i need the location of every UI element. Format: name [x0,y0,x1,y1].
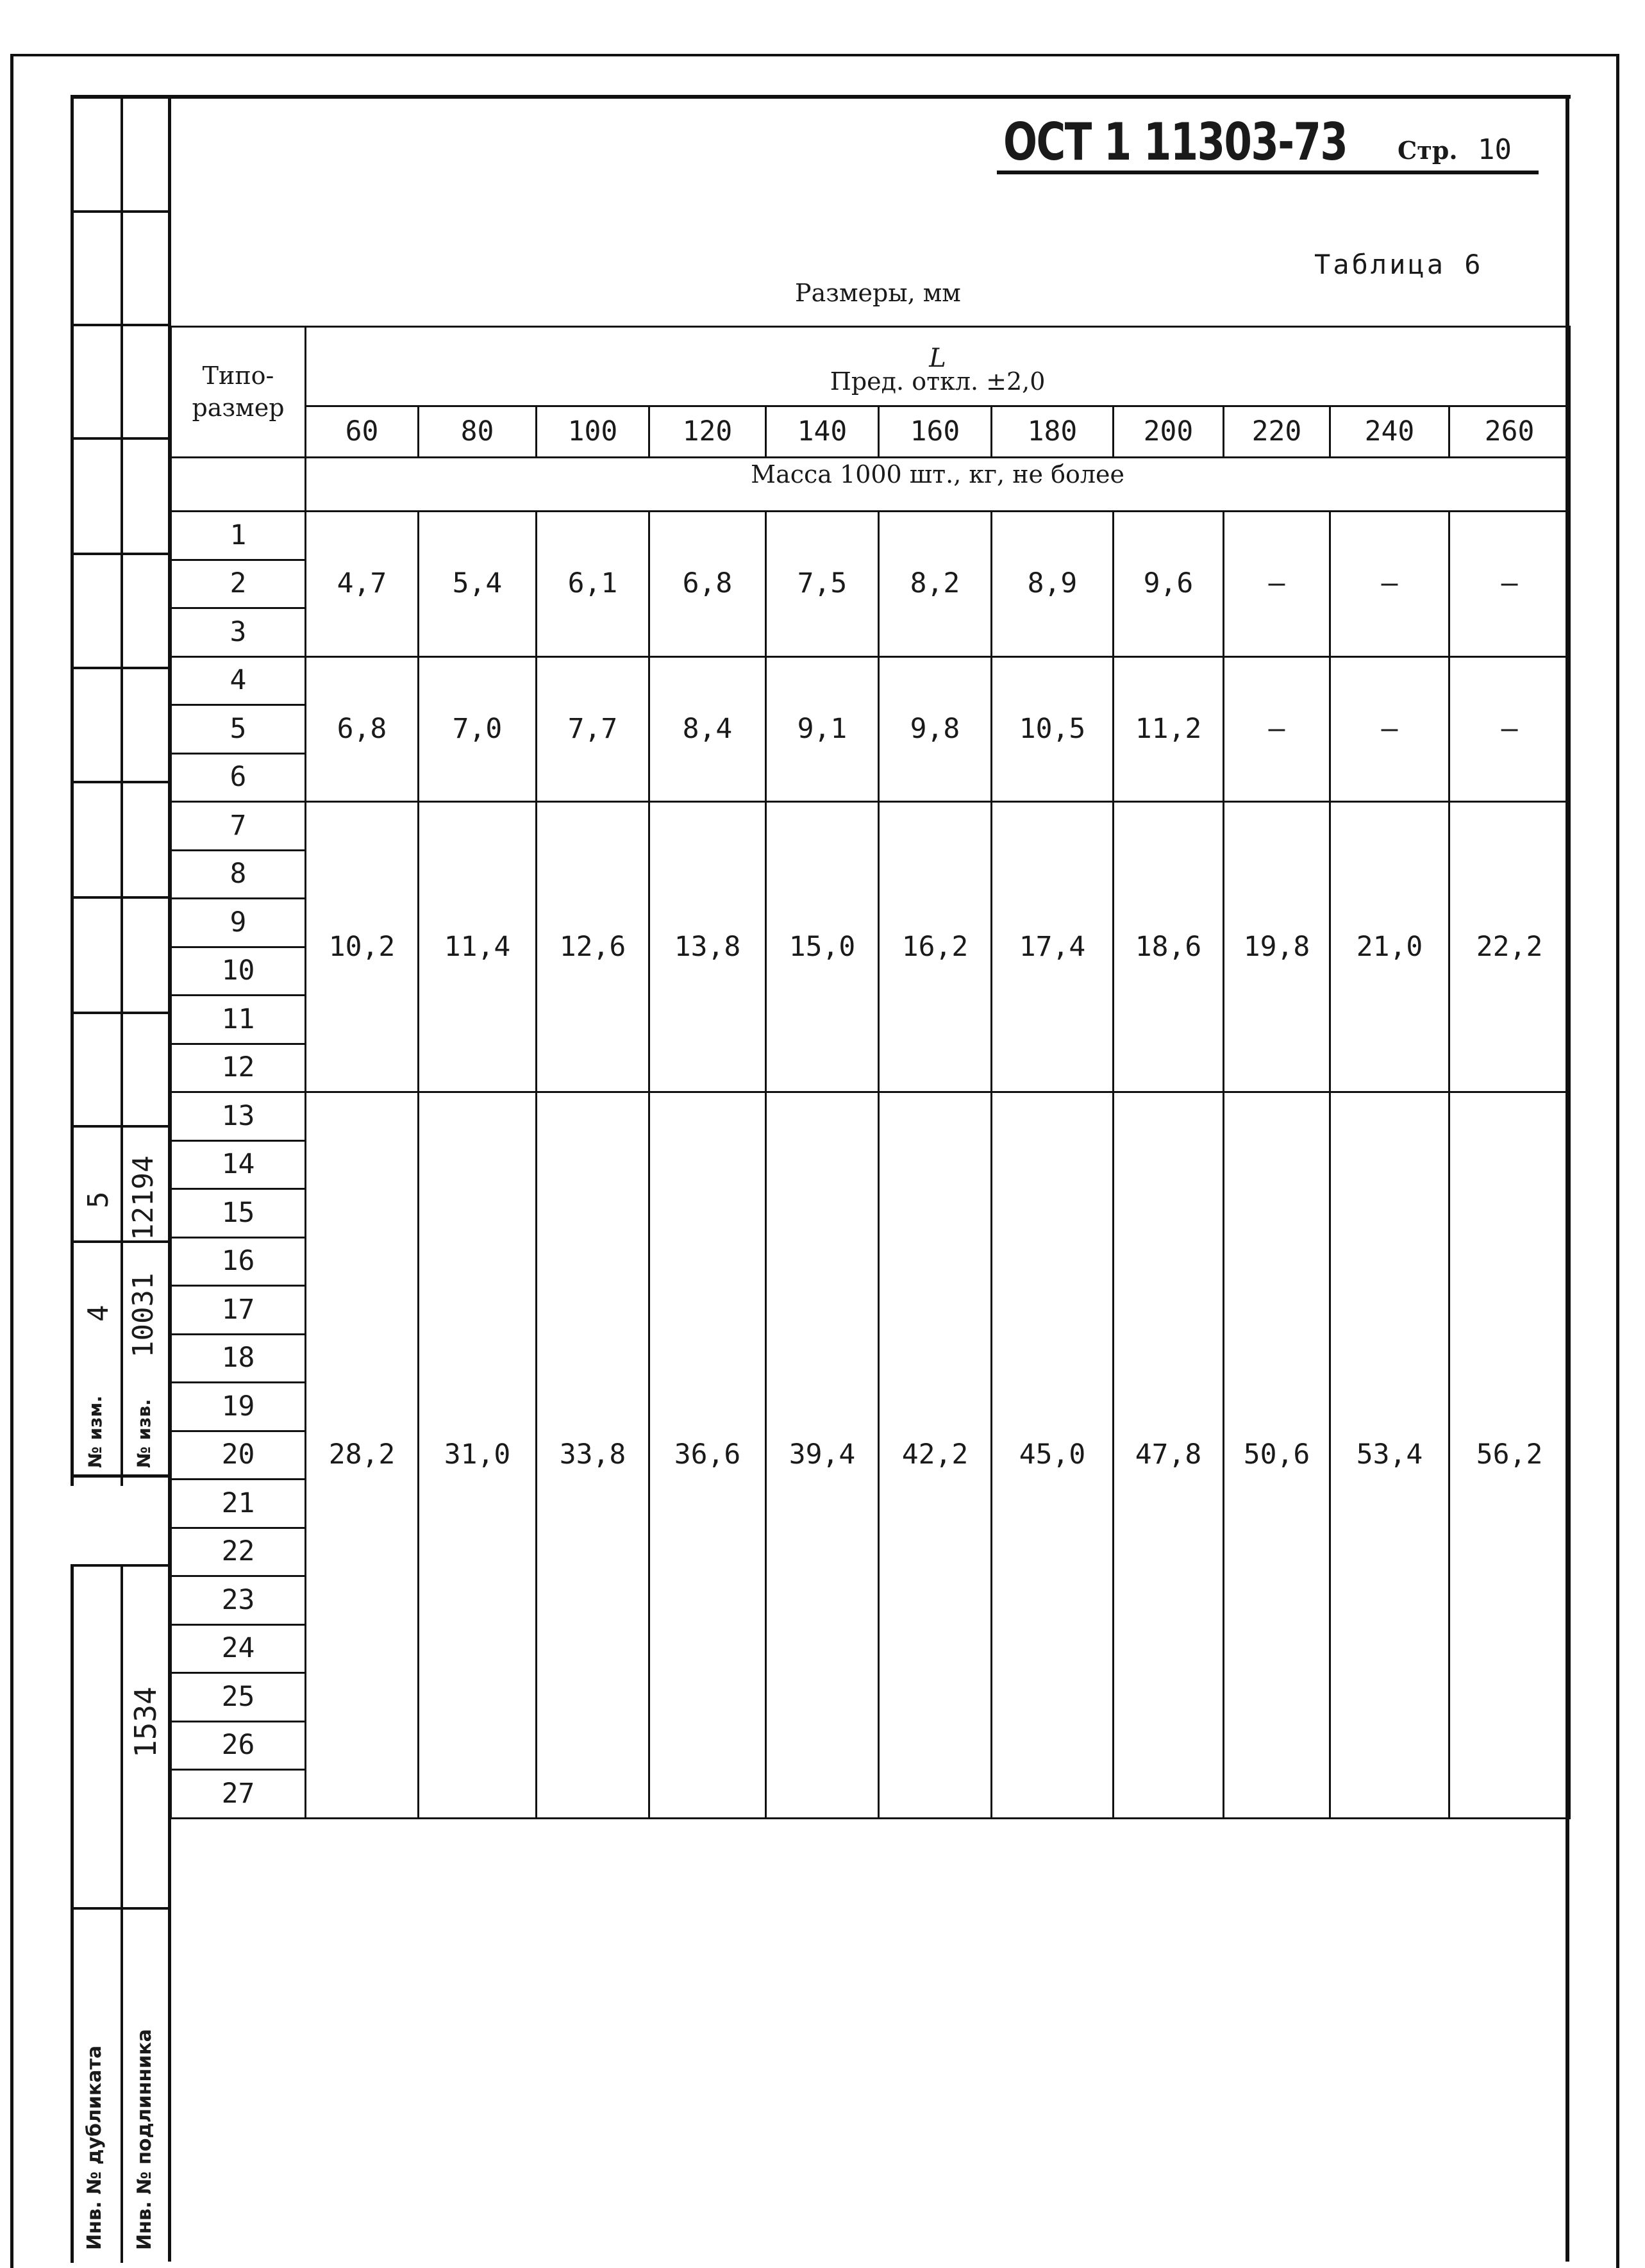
mass-value-cell: 6,8 [306,656,419,802]
mass-value-cell: 50,6 [1224,1092,1330,1819]
change-notice-10031: 10031 [127,1272,160,1358]
typesize-header-spacer [171,458,306,512]
mass-value-cell: 28,2 [306,1092,419,1819]
mass-value-cell: 19,8 [1224,802,1330,1092]
length-column-header: 180 [992,406,1114,458]
typesize-cell: 19 [171,1383,306,1431]
typesize-cell: 1 [171,512,306,560]
mass-value-cell: 45,0 [992,1092,1114,1819]
mass-value-cell: 6,1 [537,512,649,657]
strip-row-line [71,1474,170,1478]
mass-value-cell: 39,4 [766,1092,879,1819]
mass-value-cell: 17,4 [992,802,1114,1092]
mass-value-cell: 8,2 [879,512,992,657]
mass-value-cell: 36,6 [649,1092,766,1819]
strip-left-border [71,95,74,1486]
length-column-header: 160 [879,406,992,458]
mass-value-cell: 7,7 [537,656,649,802]
document-code-underline [997,171,1539,174]
strip-row-line [71,324,170,326]
change-notice-12194: 12194 [127,1155,160,1240]
typesize-cell: 11 [171,996,306,1044]
typesize-cell: 4 [171,656,306,705]
mass-value-cell: – [1224,512,1330,657]
original-inventory-number: 1534 [128,1687,163,1758]
change-number-4: 4 [82,1305,115,1322]
mass-value-cell: 9,8 [879,656,992,802]
length-column-header: 140 [766,406,879,458]
mass-value-cell: 11,2 [1114,656,1224,802]
strip-row-line [71,781,170,783]
typesize-cell: 27 [171,1770,306,1819]
mass-value-cell: 42,2 [879,1092,992,1819]
strip-middle-border [121,95,123,1486]
mass-value-cell: 10,5 [992,656,1114,802]
mass-value-cell: 6,8 [649,512,766,657]
mass-value-cell: 7,0 [419,656,537,802]
strip-row-line [71,437,170,440]
mass-value-cell: 8,9 [992,512,1114,657]
strip-row-line [71,553,170,555]
typesize-cell: 16 [171,1237,306,1286]
strip-row-line [71,1125,170,1128]
typesize-cell: 17 [171,1286,306,1335]
typesize-cell: 5 [171,705,306,754]
typesize-cell: 12 [171,1044,306,1092]
typesize-cell: 14 [171,1140,306,1189]
mass-table [170,326,1571,1819]
typesize-cell: 23 [171,1576,306,1625]
mass-value-cell: 5,4 [419,512,537,657]
length-column-header: 260 [1449,406,1570,458]
typesize-cell: 26 [171,1721,306,1770]
inner-frame-top [71,95,1571,99]
strip-lower-middle-border [121,1564,123,2263]
strip-lower-left-border [71,1564,74,2263]
change-notice-label: № изв. [133,1399,154,1468]
mass-value-cell: 10,2 [306,802,419,1092]
mass-caption: Масса 1000 шт., кг, не более [306,458,1570,512]
typesize-cell: 22 [171,1528,306,1576]
strip-row-line [71,1564,170,1567]
original-inventory-label: Инв. № подлинника [133,2029,156,2250]
mass-value-cell: 31,0 [419,1092,537,1819]
mass-value-cell: 22,2 [1449,802,1570,1092]
mass-value-cell: 47,8 [1114,1092,1224,1819]
typesize-cell: 10 [171,947,306,996]
strip-row-line [71,667,170,669]
table-title: Таблица 6 [1314,249,1483,280]
typesize-cell: 9 [171,899,306,947]
mass-value-cell: 7,5 [766,512,879,657]
mass-value-cell: 9,6 [1114,512,1224,657]
length-column-header: 240 [1330,406,1449,458]
mass-value-cell: 16,2 [879,802,992,1092]
mass-value-cell: – [1224,656,1330,802]
mass-value-cell: 21,0 [1330,802,1449,1092]
length-column-header: 220 [1224,406,1330,458]
strip-row-line [71,896,170,899]
typesize-header: Типо- размер [171,327,306,458]
typesize-cell: 2 [171,560,306,608]
strip-row-line [71,210,170,213]
mass-value-cell: 8,4 [649,656,766,802]
tolerance-label: Пред. откл. ±2,0 [830,367,1046,396]
mass-value-cell: – [1449,656,1570,802]
length-column-header: 60 [306,406,419,458]
mass-value-cell: 18,6 [1114,802,1224,1092]
change-number-label: № изм. [85,1396,106,1468]
length-column-header: 80 [419,406,537,458]
duplicate-inventory-label: Инв. № дубликата [83,2045,106,2250]
typesize-cell: 8 [171,850,306,899]
typesize-cell: 3 [171,608,306,657]
length-header [306,327,1570,406]
mass-value-cell: 4,7 [306,512,419,657]
typesize-cell: 6 [171,753,306,802]
strip-row-line [71,1012,170,1014]
page-label: Стр. [1398,136,1458,165]
mass-value-cell: 12,6 [537,802,649,1092]
length-column-header: 100 [537,406,649,458]
typesize-cell: 21 [171,1480,306,1528]
typesize-cell: 18 [171,1334,306,1383]
typesize-cell: 13 [171,1092,306,1141]
typesize-cell: 20 [171,1431,306,1480]
mass-value-cell: 11,4 [419,802,537,1092]
length-column-header: 200 [1114,406,1224,458]
length-column-header: 120 [649,406,766,458]
change-number-5: 5 [82,1191,115,1208]
mass-value-cell: 13,8 [649,802,766,1092]
typesize-cell: 15 [171,1189,306,1238]
mass-value-cell: – [1330,512,1449,657]
mass-value-cell: 15,0 [766,802,879,1092]
strip-row-line [71,1907,170,1910]
document-code: ОСТ 1 11303-73 [1003,112,1348,172]
table-units: Размеры, мм [795,279,961,307]
page-number: 10 [1478,133,1512,166]
strip-row-line [71,1240,170,1243]
mass-value-cell: 9,1 [766,656,879,802]
length-symbol: L [929,344,946,373]
typesize-cell: 7 [171,802,306,851]
mass-value-cell: 33,8 [537,1092,649,1819]
typesize-cell: 25 [171,1673,306,1722]
mass-value-cell: 56,2 [1449,1092,1570,1819]
mass-value-cell: – [1449,512,1570,657]
mass-value-cell: 53,4 [1330,1092,1449,1819]
mass-value-cell: – [1330,656,1449,802]
typesize-cell: 24 [171,1624,306,1673]
